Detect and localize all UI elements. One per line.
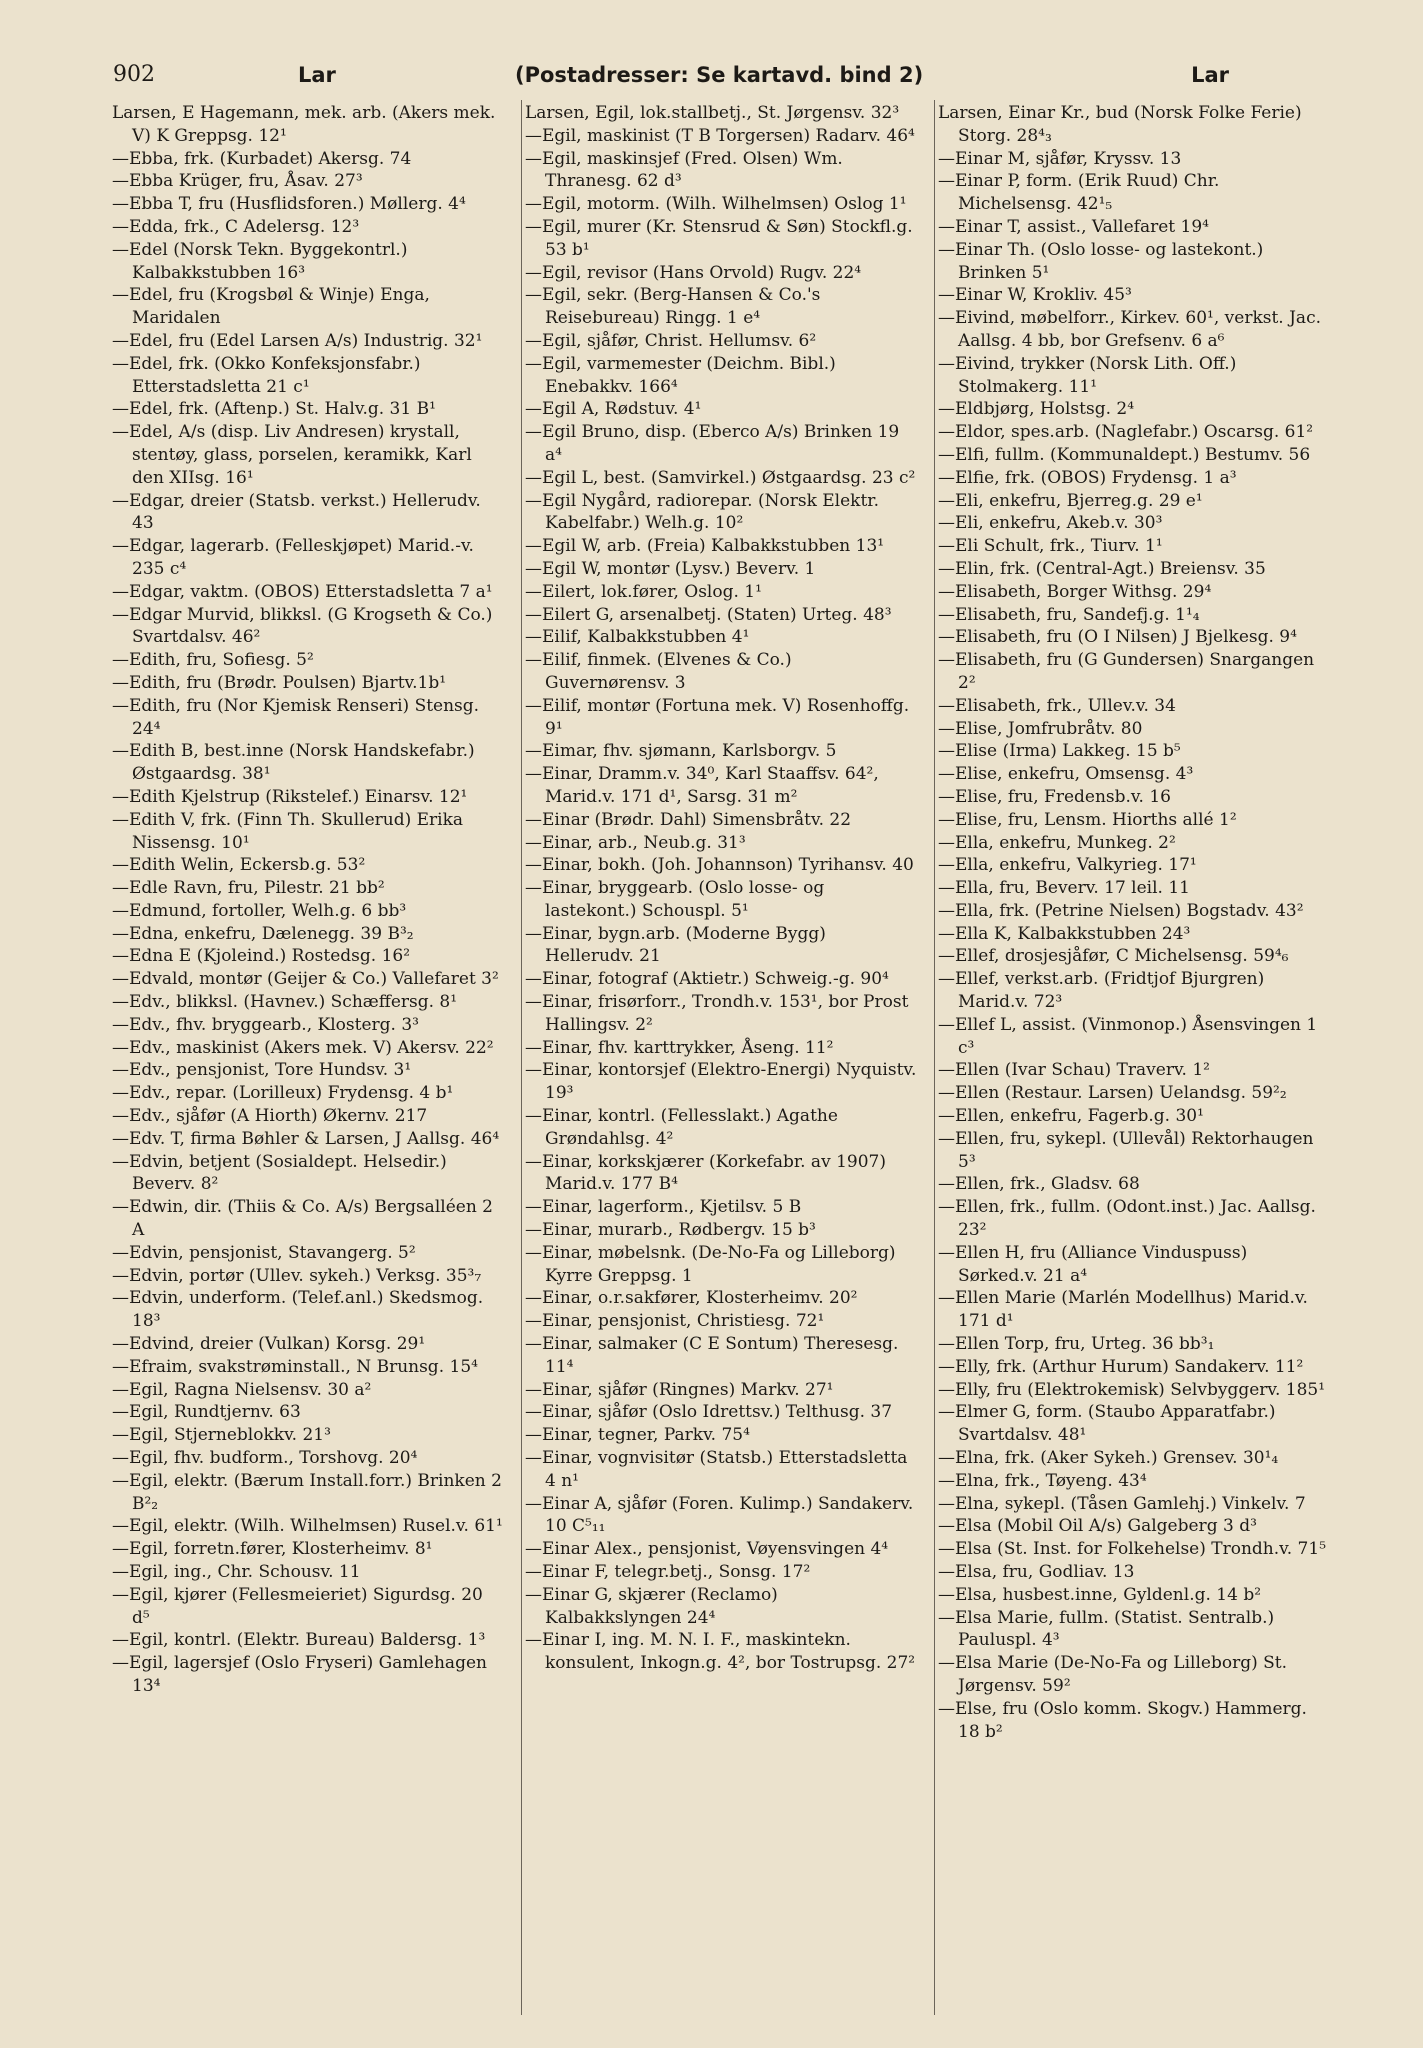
directory-entry: —Elisabeth, fru (O I Nilsen) J Bjelkesg. 9⁴ (938, 627, 1297, 648)
directory-entry: —Ebba Krüger, fru, Åsav. 27³ (112, 171, 363, 192)
directory-entry: —Elsa, husbest.inne, Gyldenl.g. 14 b² (938, 1584, 1262, 1605)
running-head-left: Lar (298, 63, 336, 87)
directory-entry: —Einar, bryggearb. (Oslo losse- og lastekont.) Schouspl. 5¹ (525, 878, 825, 921)
column-divider (521, 100, 522, 2015)
directory-entry: —Egil, murer (Kr. Stensrud & Søn) Stockfl.g. 53 b¹ (525, 216, 913, 260)
directory-entry: —Ellen, fru, sykepl. (Ullevål) Rektorhaugen 5³ (938, 1128, 1314, 1172)
directory-entry: —Egil W, arb. (Freia) Kalbakkstubben 13¹ (525, 536, 885, 557)
page-header (113, 58, 1315, 92)
directory-entry: —Ellen Marie (Marlén Modellhus) Marid.v. 171 d¹ (938, 1288, 1308, 1332)
directory-entry: —Egil, lagersjef (Oslo Fryseri) Gamlehagen 13⁴ (112, 1653, 487, 1696)
directory-entry: —Einar, bygn.arb. (Moderne Bygg) Hellerudv. 21 (525, 923, 826, 967)
directory-entry: —Edel, fru (Edel Larsen A/s) Industrig. 32¹ (112, 330, 483, 351)
directory-entry: —Einar, kontorsjef (Elektro-Energi) Nyquistv. 19³ (525, 1060, 917, 1104)
directory-entry: —Edel, frk. (Okko Konfeksjonsfabr.) Etterstadsletta 21 c¹ (112, 353, 421, 397)
directory-entry: —Elisabeth, frk., Ullev.v. 34 (938, 695, 1176, 716)
directory-entry: —Elsa (St. Inst. for Folkehelse) Trondh.v. 71⁵ (938, 1539, 1327, 1560)
directory-entry: —Edith, fru (Brødr. Poulsen) Bjartv.1b¹ (112, 672, 447, 693)
directory-entry: —Elise, enkefru, Omsensg. 4³ (938, 764, 1194, 785)
directory-entry: —Elise, fru, Lensm. Hiorths allé 1² (938, 809, 1237, 830)
directory-entry: —Eilert G, arsenalbetj. (Staten) Urteg. 48³ (525, 604, 892, 625)
directory-entry: —Eimar, fhv. sjømann, Karlsborgv. 5 (525, 741, 837, 762)
directory-entry: —Einar, pensjonist, Christiesg. 72¹ (525, 1311, 825, 1332)
directory-entry: —Elin, frk. (Central-Agt.) Breiensv. 35 (938, 558, 1266, 579)
directory-entry: Larsen, Einar Kr., bud (Norsk Folke Ferie) Storg. 28⁴₃ (938, 103, 1302, 146)
directory-entry: —Elfi, fullm. (Kommunaldept.) Bestumv. 56 (938, 444, 1311, 465)
directory-entry: —Eivind, møbelforr., Kirkev. 60¹, verkst. Jac. Aallsg. 4 bb, bor Grefsenv. 6 a⁶ (938, 308, 1321, 351)
directory-entry: —Egil, fhv. budform., Torshovg. 20⁴ (112, 1448, 418, 1469)
directory-entry: —Edv., fhv. bryggearb., Klosterg. 3³ (112, 1014, 419, 1035)
directory-entry: —Eilif, montør (Fortuna mek. V) Rosenhoffg. 9¹ (525, 695, 910, 739)
directory-entry: —Elna, frk. (Aker Sykeh.) Grensev. 30¹₄ (938, 1448, 1279, 1469)
directory-entry: —Elmer G, form. (Staubo Apparatfabr.) Svartdalsv. 48¹ (938, 1402, 1276, 1446)
directory-entry: —Egil, Stjerneblokkv. 21³ (112, 1425, 331, 1446)
directory-entry: —Efraim, svakstrøminstall., N Brunsg. 15⁴ (112, 1356, 478, 1377)
directory-entry: —Elsa (Mobil Oil A/s) Galgeberg 3 d³ (938, 1516, 1257, 1537)
directory-entry: —Egil, forretn.fører, Klosterheimv. 8¹ (112, 1539, 433, 1560)
directory-entry: —Ellef, drosjesjåfør, C Michelsensg. 59⁴₆ (938, 946, 1289, 967)
directory-entry: —Egil Bruno, disp. (Eberco A/s) Brinken 19 a⁴ (525, 422, 900, 465)
directory-entry: —Einar, murarb., Rødbergv. 15 b³ (525, 1220, 816, 1241)
directory-entry: —Edvind, dreier (Vulkan) Korsg. 29¹ (112, 1334, 426, 1355)
directory-entry: —Elfie, frk. (OBOS) Frydensg. 1 a³ (938, 467, 1237, 488)
directory-entry: —Edgar, dreier (Statsb. verkst.) Hellerudv. 43 (112, 490, 481, 534)
directory-entry: —Elna, frk., Tøyeng. 43⁴ (938, 1470, 1147, 1491)
directory-entry: —Ebba T, fru (Husflidsforen.) Møllerg. 4⁴ (112, 194, 466, 215)
directory-entry: —Egil, Ragna Nielsensv. 30 a² (112, 1379, 372, 1400)
directory-entry: —Edgar, vaktm. (OBOS) Etterstadsletta 7 a¹ (112, 581, 493, 602)
directory-entry: —Elisabeth, Borger Withsg. 29⁴ (938, 581, 1212, 602)
directory-entry: —Einar, frisørforr., Trondh.v. 153¹, bor Prost Hallingsv. 2² (525, 992, 909, 1035)
directory-entry: —Egil, elektr. (Wilh. Wilhelmsen) Rusel.v. 61¹ (112, 1516, 503, 1537)
directory-entry: Larsen, Egil, lok.stallbetj., St. Jørgensv. 32³ (525, 103, 900, 123)
directory-entry: —Einar, salmaker (C E Sontum) Theresesg. 11⁴ (525, 1334, 899, 1377)
directory-entry: —Elsa, fru, Godliav. 13 (938, 1562, 1135, 1582)
directory-entry: —Einar (Brødr. Dahl) Simensbråtv. 22 (525, 809, 852, 830)
directory-entry: —Egil, sjåfør, Christ. Hellumsv. 6² (525, 330, 817, 351)
directory-entry: —Edgar, lagerarb. (Felleskjøpet) Marid.-v. 235 c⁴ (112, 536, 474, 579)
directory-entry: —Einar, o.r.sakfører, Klosterheimv. 20² (525, 1288, 858, 1309)
directory-entry: —Edvin, underform. (Telef.anl.) Skedsmog. 18³ (112, 1288, 484, 1332)
directory-entry: —Edith, fru, Sofiesg. 5² (112, 650, 314, 671)
directory-entry: —Ella K, Kalbakkstubben 24³ (938, 923, 1191, 944)
directory-entry: —Ellen Torp, fru, Urteg. 36 bb³₁ (938, 1334, 1215, 1355)
directory-entry: —Elisabeth, fru, Sandefj.g. 1¹₄ (938, 604, 1200, 625)
directory-entry: —Einar, kontrl. (Fellesslakt.) Agathe Grøndahlsg. 4² (525, 1106, 838, 1149)
directory-entry: —Edmund, fortoller, Welh.g. 6 bb³ (112, 900, 407, 921)
directory-entry: —Einar A, sjåfør (Foren. Kulimp.) Sandakerv. 10 C⁵₁₁ (525, 1493, 914, 1537)
directory-entry: —Elsa Marie, fullm. (Statist. Sentralb.) Pauluspl. 4³ (938, 1607, 1275, 1651)
directory-entry: —Eli Schult, frk., Tiurv. 1¹ (938, 536, 1163, 557)
directory-entry: —Elly, frk. (Arthur Hurum) Sandakerv. 11² (938, 1356, 1304, 1377)
directory-entry: —Ella, fru, Beverv. 17 leil. 11 (938, 878, 1190, 899)
directory-entry: —Eldor, spes.arb. (Naglefabr.) Oscarsg. 61² (938, 422, 1314, 443)
directory-entry: —Edith Welin, Eckersb.g. 53² (112, 855, 366, 876)
directory-entry: —Egil, kontrl. (Elektr. Bureau) Baldersg. 1³ (112, 1630, 486, 1651)
directory-entry: —Egil A, Rødstuv. 4¹ (525, 399, 702, 420)
column-1 (112, 102, 504, 2022)
directory-entry: —Egil, elektr. (Bærum Install.forr.) Brinken 2 B²₂ (112, 1470, 502, 1514)
directory-entry: —Einar M, sjåfør, Kryssv. 13 (938, 148, 1182, 169)
directory-entry: —Einar, bokh. (Joh. Johannson) Tyrihansv. 40 (525, 855, 914, 876)
directory-entry: —Edith B, best.inne (Norsk Handskefabr.) Østgaardsg. 38¹ (112, 741, 475, 785)
directory-entry: —Einar, Dramm.v. 34⁰, Karl Staaffsv. 64², Marid.v. 171 d¹, Sarsg. 31 m² (525, 764, 879, 807)
directory-entry: —Edv., pensjonist, Tore Hundsv. 3¹ (112, 1060, 412, 1081)
directory-entry: Larsen, E Hagemann, mek. arb. (Akers mek. V) K Greppsg. 12¹ (112, 103, 496, 146)
running-head-center: (Postadresser: Se kartavd. bind 2) (515, 63, 924, 87)
column-3 (938, 102, 1330, 2022)
directory-entry: —Elise (Irma) Lakkeg. 15 b⁵ (938, 741, 1181, 762)
directory-entry: —Ella, frk. (Petrine Nielsen) Bogstadv. 43² (938, 900, 1304, 921)
directory-entry: —Edda, frk., C Adelersg. 12³ (112, 216, 360, 237)
directory-entry: —Edvald, montør (Geijer & Co.) Vallefaret 3² (112, 969, 499, 990)
directory-entry: —Einar Alex., pensjonist, Vøyensvingen 4⁴ (525, 1539, 889, 1560)
column-2 (525, 102, 917, 2022)
page-number: 902 (113, 62, 155, 87)
directory-entry: —Edv., repar. (Lorilleux) Frydensg. 4 b¹ (112, 1083, 454, 1104)
directory-entry: —Einar, arb., Neub.g. 31³ (525, 832, 746, 853)
directory-entry: —Einar, vognvisitør (Statsb.) Etterstadsletta 4 n¹ (525, 1448, 908, 1491)
directory-entry: —Edel (Norsk Tekn. Byggekontrl.) Kalbakkstubben 16³ (112, 239, 408, 283)
directory-entry: —Edwin, dir. (Thiis & Co. A/s) Bergsalléen 2 A (112, 1197, 493, 1241)
directory-entry: —Edgar Murvid, blikksl. (G Krogseth & Co.) Svartdalsv. 46² (112, 604, 493, 648)
directory-entry: —Edel, frk. (Aftenp.) St. Halv.g. 31 B¹ (112, 399, 436, 420)
directory-entry: —Egil, varmemester (Deichm. Bibl.) Enebakkv. 166⁴ (525, 353, 836, 397)
directory-entry: —Edv. T, firma Bøhler & Larsen, J Aallsg. 46⁴ (112, 1128, 500, 1149)
directory-entry: —Ella, enkefru, Valkyrieg. 17¹ (938, 855, 1197, 876)
directory-entry: —Egil, maskinsjef (Fred. Olsen) Wm. Thranesg. 62 d³ (525, 148, 843, 192)
directory-entry: —Eldbjørg, Holstsg. 2⁴ (938, 399, 1135, 420)
directory-entry: —Edle Ravn, fru, Pilestr. 21 bb² (112, 878, 385, 899)
directory-entry: —Einar, lagerform., Kjetilsv. 5 B (525, 1197, 802, 1218)
directory-entry: —Edv., maskinist (Akers mek. V) Akersv. 22² (112, 1037, 494, 1058)
directory-entry: —Einar, sjåfør (Oslo Idrettsv.) Telthusg. 37 (525, 1402, 893, 1423)
directory-entry: —Else, fru (Oslo komm. Skogv.) Hammerg. 18 b² (938, 1698, 1307, 1742)
directory-entry: —Edith V, frk. (Finn Th. Skullerud) Erika Nissensg. 10¹ (112, 809, 464, 853)
directory-entry: —Egil, ing., Chr. Schousv. 11 (112, 1562, 361, 1582)
directory-entry: —Einar I, ing. M. N. I. F., maskintekn. konsulent, Inkogn.g. 4², bor Tostrupsg. 27² (525, 1630, 916, 1674)
directory-entry: —Elise, fru, Fredensb.v. 16 (938, 786, 1171, 807)
directory-entry: —Edel, A/s (disp. Liv Andresen) krystall, stentøy, glass, porselen, keramikk, Karl den XIIsg. 16¹ (112, 422, 472, 488)
directory-entry: —Einar, korkskjærer (Korkefabr. av 1907) Marid.v. 177 B⁴ (525, 1151, 886, 1195)
directory-entry: —Eli, enkefru, Bjerreg.g. 29 e¹ (938, 490, 1203, 511)
directory-entry: —Edv., blikksl. (Havnev.) Schæffersg. 8¹ (112, 992, 458, 1013)
directory-entry: —Ellen, frk., fullm. (Odont.inst.) Jac. Aallsg. 23² (938, 1197, 1316, 1241)
directory-entry: —Einar Th. (Oslo losse- og lastekont.) Brinken 5¹ (938, 239, 1264, 283)
directory-entry: —Egil, sekr. (Berg-Hansen & Co.'s Reisebureau) Ringg. 1 e⁴ (525, 285, 821, 329)
directory-entry: —Egil W, montør (Lysv.) Beverv. 1 (525, 558, 816, 579)
directory-entry: —Einar T, assist., Vallefaret 19⁴ (938, 216, 1209, 237)
directory-entry: —Edvin, pensjonist, Stavangerg. 5² (112, 1242, 416, 1263)
directory-entry: —Elisabeth, fru (G Gundersen) Snargangen 2² (938, 650, 1315, 693)
directory-entry: —Egil, revisor (Hans Orvold) Rugv. 22⁴ (525, 262, 862, 283)
directory-entry: —Edvin, portør (Ullev. sykeh.) Verksg. 35³₇ (112, 1265, 482, 1286)
column-divider (934, 100, 935, 2015)
directory-entry: —Eivind, trykker (Norsk Lith. Off.) Stolmakerg. 11¹ (938, 353, 1237, 397)
directory-entry: —Elsa Marie (De-No-Fa og Lilleborg) St. Jørgensv. 59² (938, 1653, 1288, 1696)
directory-entry: —Ella, enkefru, Munkeg. 2² (938, 832, 1176, 853)
directory-entry: —Einar W, Krokliv. 45³ (938, 285, 1132, 306)
directory-entry: —Elna, sykepl. (Tåsen Gamlehj.) Vinkelv. 7 (938, 1493, 1306, 1514)
directory-entry: —Einar, tegner, Parkv. 75⁴ (525, 1425, 750, 1446)
directory-entry: —Ellen (Ivar Schau) Traverv. 1² (938, 1060, 1210, 1081)
directory-entry: —Elly, fru (Elektrokemisk) Selvbyggerv. 185¹ (938, 1379, 1326, 1400)
directory-entry: —Edv., sjåfør (A Hiorth) Økernv. 217 (112, 1106, 428, 1127)
running-head-right: Lar (1191, 63, 1229, 87)
directory-entry: —Edith, fru (Nor Kjemisk Renseri) Stensg. 24⁴ (112, 695, 480, 739)
directory-entry: —Edna E (Kjoleind.) Rostedsg. 16² (112, 946, 411, 967)
directory-entry: —Einar, møbelsnk. (De-No-Fa og Lilleborg) Kyrre Greppsg. 1 (525, 1242, 896, 1286)
directory-entry: —Ellen H, fru (Alliance Vinduspuss) Sørked.v. 21 a⁴ (938, 1242, 1248, 1286)
directory-entry: —Egil Nygård, radiorepar. (Norsk Elektr. Kabelfabr.) Welh.g. 10² (525, 490, 879, 534)
directory-entry: —Einar, sjåfør (Ringnes) Markv. 27¹ (525, 1379, 834, 1400)
directory-entry: —Egil, maskinist (T B Torgersen) Radarv. 46⁴ (525, 125, 915, 146)
directory-entry: —Einar, fhv. karttrykker, Åseng. 11² (525, 1037, 834, 1058)
directory-entry: —Einar, fotograf (Aktietr.) Schweig.-g. 90⁴ (525, 969, 889, 990)
directory-entry: —Edna, enkefru, Dælenegg. 39 B³₂ (112, 923, 414, 944)
directory-entry: —Ellen (Restaur. Larsen) Uelandsg. 59²₂ (938, 1083, 1287, 1104)
directory-entry: —Elise, Jomfrubråtv. 80 (938, 718, 1143, 739)
directory-entry: —Egil, kjører (Fellesmeieriet) Sigurdsg. 20 d⁵ (112, 1584, 483, 1628)
directory-entry: —Eilert, lok.fører, Oslog. 1¹ (525, 581, 762, 602)
directory-entry: —Einar F, telegr.betj., Sonsg. 17² (525, 1562, 811, 1582)
directory-entry: —Egil L, best. (Samvirkel.) Østgaardsg. 23 c² (525, 467, 916, 488)
directory-entry: —Ellen, frk., Gladsv. 68 (938, 1174, 1140, 1195)
directory-entry: —Eilif, Kalbakkstubben 4¹ (525, 627, 750, 648)
directory-entry: —Eilif, finmek. (Elvenes & Co.) Guvernørensv. 3 (525, 650, 792, 693)
directory-entry: —Ellef L, assist. (Vinmonop.) Åsensvingen 1 c³ (938, 1014, 1318, 1058)
directory-entry: —Ellen, enkefru, Fagerb.g. 30¹ (938, 1106, 1204, 1127)
directory-entry: —Ebba, frk. (Kurbadet) Akersg. 74 (112, 148, 412, 169)
directory-entry: —Edvin, betjent (Sosialdept. Helsedir.) Beverv. 8² (112, 1151, 447, 1195)
directory-entry: —Ellef, verkst.arb. (Fridtjof Bjurgren) Marid.v. 72³ (938, 969, 1265, 1013)
directory-entry: —Edel, fru (Krogsbøl & Winje) Enga, Maridalen (112, 285, 430, 329)
directory-entry: —Edith Kjelstrup (Rikstelef.) Einarsv. 12¹ (112, 786, 468, 807)
directory-entry: —Egil, motorm. (Wilh. Wilhelmsen) Oslog 1¹ (525, 194, 907, 215)
directory-entry: —Einar P, form. (Erik Ruud) Chr. Michelsensg. 42¹₅ (938, 171, 1220, 215)
directory-entry: —Egil, Rundtjernv. 63 (112, 1402, 301, 1423)
directory-entry: —Eli, enkefru, Akeb.v. 30³ (938, 513, 1163, 534)
directory-entry: —Einar G, skjærer (Reclamo) Kalbakkslyngen 24⁴ (525, 1584, 778, 1628)
